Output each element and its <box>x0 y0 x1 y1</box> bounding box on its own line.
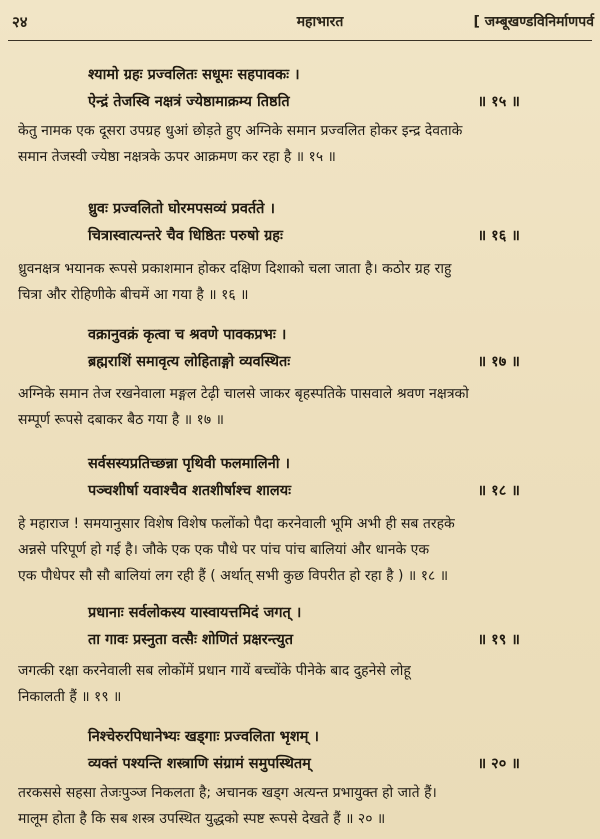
verse-18 <box>88 451 520 505</box>
verse-19 <box>88 600 520 654</box>
verse-line: प्रधानाः सर्वलोकस्य यास्वायत्तमिदं जगत् । <box>88 605 302 621</box>
section-title: [ जम्बूखण्डविनिर्माणपर्व <box>473 14 594 30</box>
verse-line <box>88 223 520 250</box>
verse-line <box>88 89 520 116</box>
translation-line: अग्निके समान तेज रखनेवाला मङ्गल टेढ़ी चालसे जाकर बृहस्पतिके पासवाले श्रवण नक्षत्रको <box>18 386 469 402</box>
verse-line <box>88 478 520 505</box>
translation-15 <box>18 118 588 170</box>
verse-line-text: ब्रह्मराशिं समावृत्य लोहिताङ्गो व्यवस्थितः <box>88 354 291 370</box>
verse-line <box>88 627 520 654</box>
verse-number: ॥ १८ ॥ <box>477 483 520 499</box>
translation-line: समान तेजस्वी ज्येष्ठा नक्षत्रके ऊपर आक्रमण कर रहा है ॥ १५ ॥ <box>18 149 336 165</box>
translation-line: जगत्की रक्षा करनेवाली सब लोकोंमें प्रधान गायें बच्चोंके पीनेके बाद दुहनेसे लोहू <box>18 663 411 679</box>
translation-line: तरकससे सहसा तेजःपुञ्ज निकलता है; अचानक खड्ग अत्यन्त प्रभायुक्त हो जाते हैं। <box>18 785 437 801</box>
translation-18 <box>18 511 588 589</box>
translation-20 <box>18 780 588 832</box>
verse-line: श्यामो ग्रहः प्रज्वलितः सधूमः सहपावकः । <box>88 67 300 83</box>
running-title: महाभारत <box>296 14 344 30</box>
translation-line: एक पौधेपर सौ सौ बालियां लग रही हैं ( अर्थात् सभी कुछ विपरीत हो रहा है ) ॥ १८ ॥ <box>18 568 449 584</box>
verse-line: वक्रानुवक्रं कृत्वा च श्रवणे पावकप्रभः । <box>88 327 287 343</box>
verse-line: निश्चेरुरपिधानेभ्यः खड्गाः प्रज्वलिता भृशम् । <box>88 729 319 745</box>
verse-number: ॥ १९ ॥ <box>477 632 520 648</box>
translation-line: निकालती हैं ॥ १९ ॥ <box>18 689 122 705</box>
translation-line: ध्रुवनक्षत्र भयानक रूपसे प्रकाशमान होकर दक्षिण दिशाको चला जाता है। कठोर ग्रह राहु <box>18 261 452 277</box>
translation-17 <box>18 381 588 433</box>
verse-line-text: चित्रास्वात्यन्तरे चैव धिष्ठितः परुषो ग्रहः <box>88 228 283 244</box>
header-rule <box>8 40 592 41</box>
verse-line: सर्वसस्यप्रतिच्छन्ना पृथिवी फलमालिनी । <box>88 456 291 472</box>
translation-line: चित्रा और रोहिणीके बीचमें आ गया है ॥ १६ ॥ <box>18 287 249 303</box>
verse-number: ॥ १५ ॥ <box>477 94 520 110</box>
page-number: २४ <box>12 13 28 31</box>
verse-line <box>88 751 520 778</box>
translation-line: अन्नसे परिपूर्ण हो गई है। जौके एक एक पौधे पर पांच पांच बालियां और धानके एक <box>18 542 430 558</box>
verse-20 <box>88 724 520 778</box>
verse-number: ॥ १७ ॥ <box>477 354 520 370</box>
verse-line-text: व्यक्तं पश्यन्ति शस्त्राणि संग्रामं समुपस्थितम् <box>88 756 311 772</box>
page-header <box>0 0 600 40</box>
verse-line-text: पञ्चशीर्षा यवाश्चैव शतशीर्षाश्च शालयः <box>88 483 292 499</box>
verse-line <box>88 349 520 376</box>
verse-17 <box>88 322 520 376</box>
verse-line-text: ता गावः प्रस्नुता वत्सैः शोणितं प्रक्षरन्त्युत <box>88 632 294 648</box>
verse-line-text: ऐन्द्रं तेजस्वि नक्षत्रं ज्येष्ठामाक्रम्य तिष्ठति <box>88 94 290 110</box>
translation-line: सम्पूर्ण रूपसे दबाकर बैठ गया है ॥ १७ ॥ <box>18 412 224 428</box>
translation-16 <box>18 256 588 308</box>
verse-line: ध्रुवः प्रज्वलितो घोरमपसव्यं प्रवर्तते । <box>88 201 275 217</box>
translation-line: केतु नामक एक दूसरा उपग्रह धुआं छोड़ते हुए अग्निके समान प्रज्वलित होकर इन्द्र देवताके <box>18 123 463 139</box>
verse-number: ॥ १६ ॥ <box>477 228 520 244</box>
verse-number: ॥ २० ॥ <box>477 756 520 772</box>
verse-16 <box>88 196 520 250</box>
translation-line: हे महाराज ! समयानुसार विशेष विशेष फलोंको पैदा करनेवाली भूमि अभी ही सब तरहके <box>18 516 455 532</box>
translation-line: मालूम होता है कि सब शस्त्र उपस्थित युद्धको स्पष्ट रूपसे देखते हैं ॥ २० ॥ <box>18 811 386 827</box>
verse-15 <box>88 62 520 116</box>
translation-19 <box>18 658 588 710</box>
